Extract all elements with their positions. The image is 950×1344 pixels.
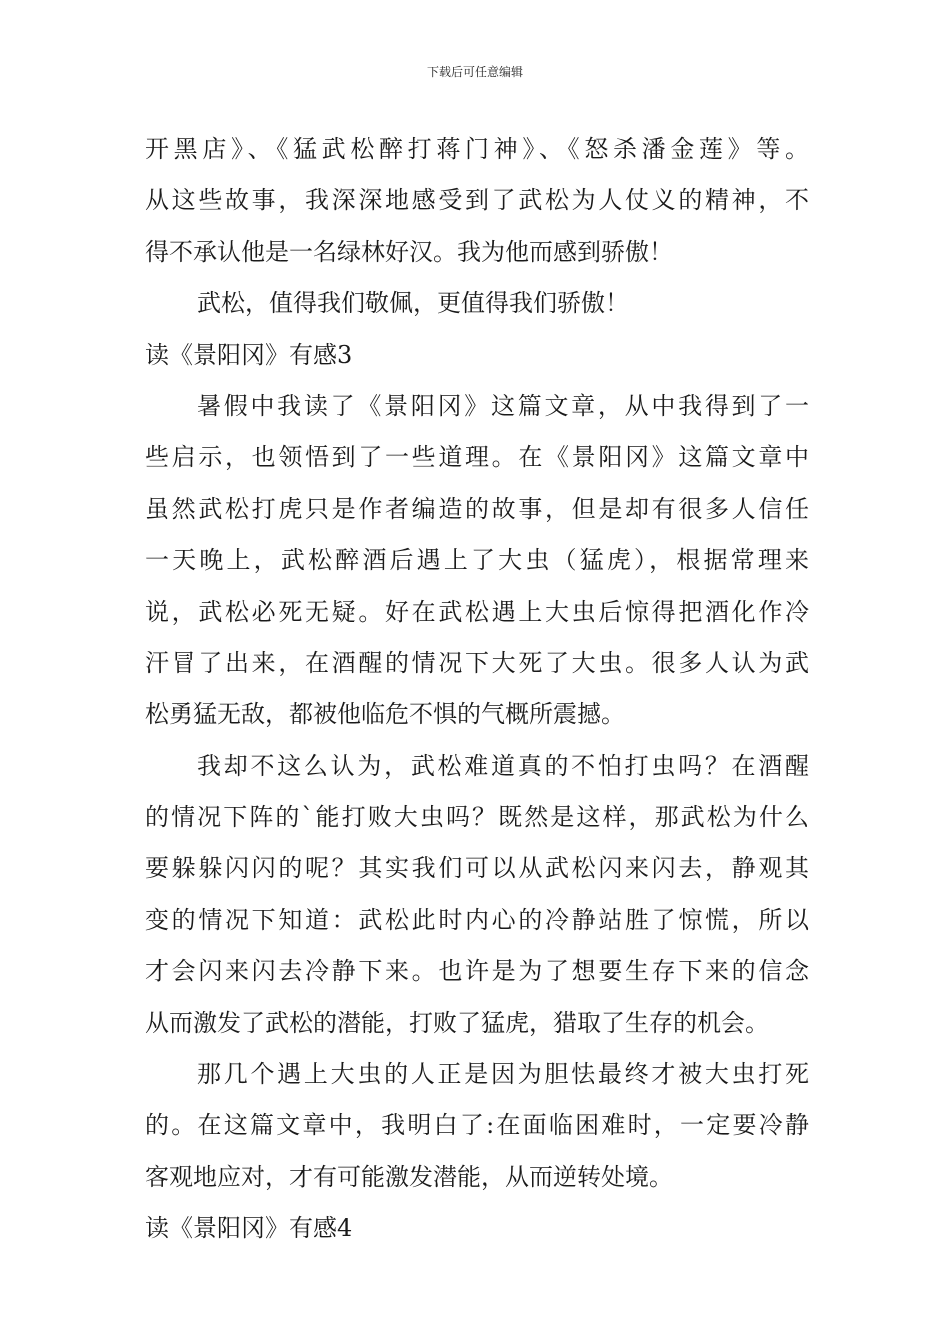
section-heading: 读《景阳冈》有感3 xyxy=(145,340,353,369)
text-line: 从这些故事，我深深地感受到了武松为人仗义的精神，不 xyxy=(145,186,809,215)
paragraph-start: 我却不这么认为，武松难道真的不怕打虫吗？在酒醒 xyxy=(197,751,809,780)
paragraph-start: 那几个遇上大虫的人正是因为胆怯最终才被大虫打死 xyxy=(197,1060,809,1089)
text-line: 虽然武松打虎只是作者编造的故事，但是却有很多人信任 xyxy=(145,494,809,523)
text-line: 要躲躲闪闪的呢？其实我们可以从武松闪来闪去，静观其 xyxy=(145,854,809,883)
document-body xyxy=(145,124,809,1255)
text-line: 些启示，也领悟到了一些道理。在《景阳冈》这篇文章中 xyxy=(145,443,809,472)
text-line: 得不承认他是一名绿林好汉。我为他而感到骄傲！ xyxy=(145,237,673,266)
paragraph-start: 暑假中我读了《景阳冈》这篇文章，从中我得到了一 xyxy=(197,391,809,420)
text-line: 说，武松必死无疑。好在武松遇上大虫后惊得把酒化作冷 xyxy=(145,597,809,626)
page-header: 下载后可任意编辑 xyxy=(426,65,523,79)
text-line: 开黑店》、《猛武松醉打蒋门神》、《怒杀潘金莲》等。 xyxy=(145,135,809,163)
text-line: 汗冒了出来，在酒醒的情况下大死了大虫。很多人认为武 xyxy=(145,648,809,677)
text-line: 的。在这篇文章中，我明白了:在面临困难时，一定要冷静 xyxy=(145,1111,809,1140)
text-line: 一天晚上，武松醉酒后遇上了大虫（猛虎），根据常理来 xyxy=(145,546,809,575)
section-heading: 读《景阳冈》有感4 xyxy=(145,1214,353,1243)
paragraph-start: 武松，值得我们敬佩，更值得我们骄傲！ xyxy=(197,289,629,318)
text-line: 从而激发了武松的潜能，打败了猛虎，猎取了生存的机会。 xyxy=(145,1008,769,1037)
text-line: 变的情况下知道：武松此时内心的冷静站胜了惊慌，所以 xyxy=(145,905,809,934)
text-line: 松勇猛无敌，都被他临危不惧的气概所震撼。 xyxy=(145,700,625,729)
text-line: 客观地应对，才有可能激发潜能，从而逆转处境。 xyxy=(145,1162,673,1191)
text-line: 才会闪来闪去冷静下来。也许是为了想要生存下来的信念 xyxy=(145,957,809,986)
text-line: 的情况下阵的`能打败大虫吗？既然是这样，那武松为什么 xyxy=(145,803,809,832)
